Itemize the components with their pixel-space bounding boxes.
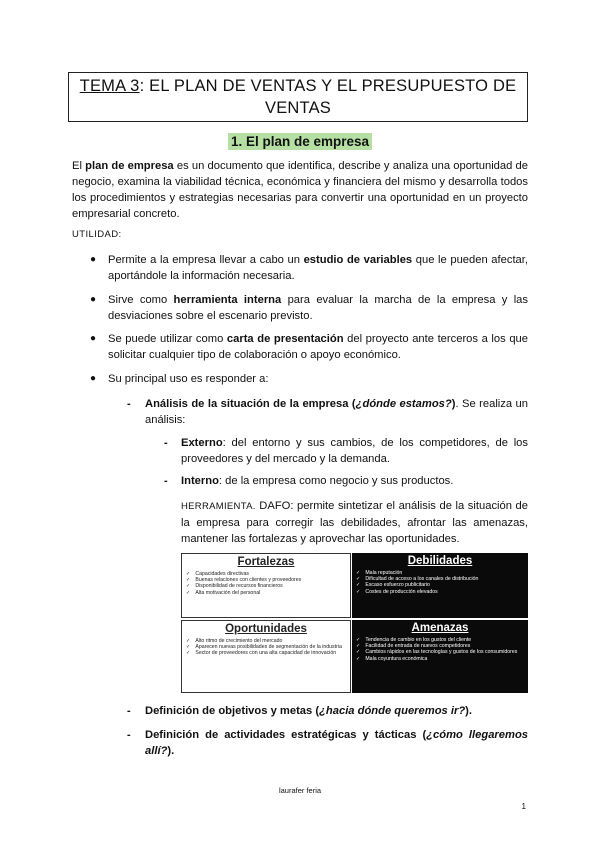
interno-item: Interno: de la empresa como negocio y sus productos.: [181, 475, 454, 487]
herramienta-paragraph: [181, 498, 528, 547]
bullet-marker: ●: [90, 333, 97, 344]
dash-marker: -: [164, 475, 168, 487]
list-item: ✓ Buenas relaciones con clientes y proveedores: [186, 577, 350, 583]
dafo-oportunidades: [181, 620, 351, 693]
dash-marker: -: [164, 437, 168, 449]
list-item: ✓ Tendencia de cambio en los gustos del cliente: [356, 637, 528, 643]
list-item: ✓ Facilidad de entrada de nuevos competidores: [356, 643, 528, 649]
externo-item: Externo: del entorno y sus cambios, de los competidores, de los proveedores y del mercado y la demanda.: [181, 437, 528, 465]
objetivos-item: Definición de objetivos y metas (¿hacia dónde queremos ir?).: [145, 705, 473, 717]
section-heading: [0, 133, 600, 151]
list-item: ✓ Disponibilidad de recursos financieros: [186, 583, 350, 589]
list-item: ✓ Escaso esfuerzo publicitario: [356, 582, 528, 588]
debilidades-title: Debilidades: [407, 555, 473, 567]
list-item: ✓ Mala coyuntura económica: [356, 656, 528, 662]
list-item: ✓ Mala reputación: [356, 570, 528, 576]
bullet-item: Se puede utilizar como carta de presentación del proyecto ante terceros a los que solicitar cualquier tipo de colaboración o apoyo económico.: [108, 333, 528, 361]
intro-text-c: es un documento que identifica, describe y analiza una oportunidad de negocio, examina la viabilidad técnica, económica y financiera del mismo y desarrolla todos los procedimientos y estrategias necesarias para convertir una oportunidad en un proyecto empresarial concreto.: [72, 160, 528, 220]
dash-marker: -: [127, 705, 131, 717]
intro-paragraph: [72, 158, 528, 222]
list-item: ✓ Alta motivación del personal: [186, 590, 350, 596]
dash-marker: -: [127, 398, 131, 410]
bullet-marker: ●: [90, 254, 97, 265]
list-item: ✓ Sector de proveedores con una alta capacidad de innovación: [186, 650, 350, 656]
list-item: ✓ Cambios rápidos en las tecnologías y gustos de los consumidores: [356, 649, 528, 655]
dafo-matrix: [181, 553, 528, 693]
dafo-amenazas: [352, 620, 528, 693]
dafo-fortalezas: [181, 553, 351, 618]
list-item: ✓ Dificultad de acceso a los canales de distribución: [356, 576, 528, 582]
list-item: ✓ Alto ritmo de crecimiento del mercado: [186, 638, 350, 644]
actividades-item: Definición de actividades estratégicas y tácticas (¿cómo llegaremos allí?).: [145, 729, 528, 757]
intro-text-a: El: [72, 160, 86, 172]
oportunidades-title: Oportunidades: [225, 623, 307, 635]
amenazas-title: Amenazas: [411, 622, 469, 634]
title-text: : EL PLAN DE VENTAS Y EL PRESUPUESTO DE VENTAS: [139, 77, 517, 117]
analisis-item: Análisis de la situación de la empresa (¿dónde estamos?). Se realiza un análisis:: [145, 398, 528, 426]
title-tema: TEMA 3: [79, 77, 140, 95]
bullet-item: Permite a la empresa llevar a cabo un estudio de variables que le pueden afectar, aportándole la información necesaria.: [108, 254, 528, 282]
section-heading-text: 1. El plan de empresa: [228, 133, 372, 150]
list-item: ✓ Costes de producción elevados: [356, 589, 528, 595]
fortalezas-title: Fortalezas: [237, 556, 295, 568]
bullet-item: Sirve como herramienta interna para evaluar la marcha de la empresa y las desviaciones sobre el escenario previsto.: [108, 294, 528, 322]
document-title: [68, 72, 528, 122]
footer-author: laurafer feria: [278, 786, 322, 795]
dafo-debilidades: [352, 553, 528, 618]
herramienta-text: DAFO: permite sintetizar el análisis de la situación de la empresa para corregir las debilidades, afrontar las amenazas, mantener las fortalezas y aprovechar las oportunidades.: [181, 500, 528, 545]
utilidad-label: UTILIDAD:: [72, 229, 122, 240]
page-number: 1: [521, 802, 526, 811]
bullet-item: Su principal uso es responder a:: [108, 373, 269, 385]
herramienta-label: HERRAMIENTA.: [181, 501, 256, 512]
list-item: ✓ Aparecen nuevas posibilidades de segmentación de la industria: [186, 644, 350, 650]
bullet-marker: ●: [90, 373, 97, 384]
list-item: ✓ Capacidades directivas: [186, 571, 350, 577]
bullet-marker: ●: [90, 294, 97, 305]
intro-bold: plan de empresa: [85, 160, 174, 172]
dash-marker: -: [127, 729, 131, 741]
